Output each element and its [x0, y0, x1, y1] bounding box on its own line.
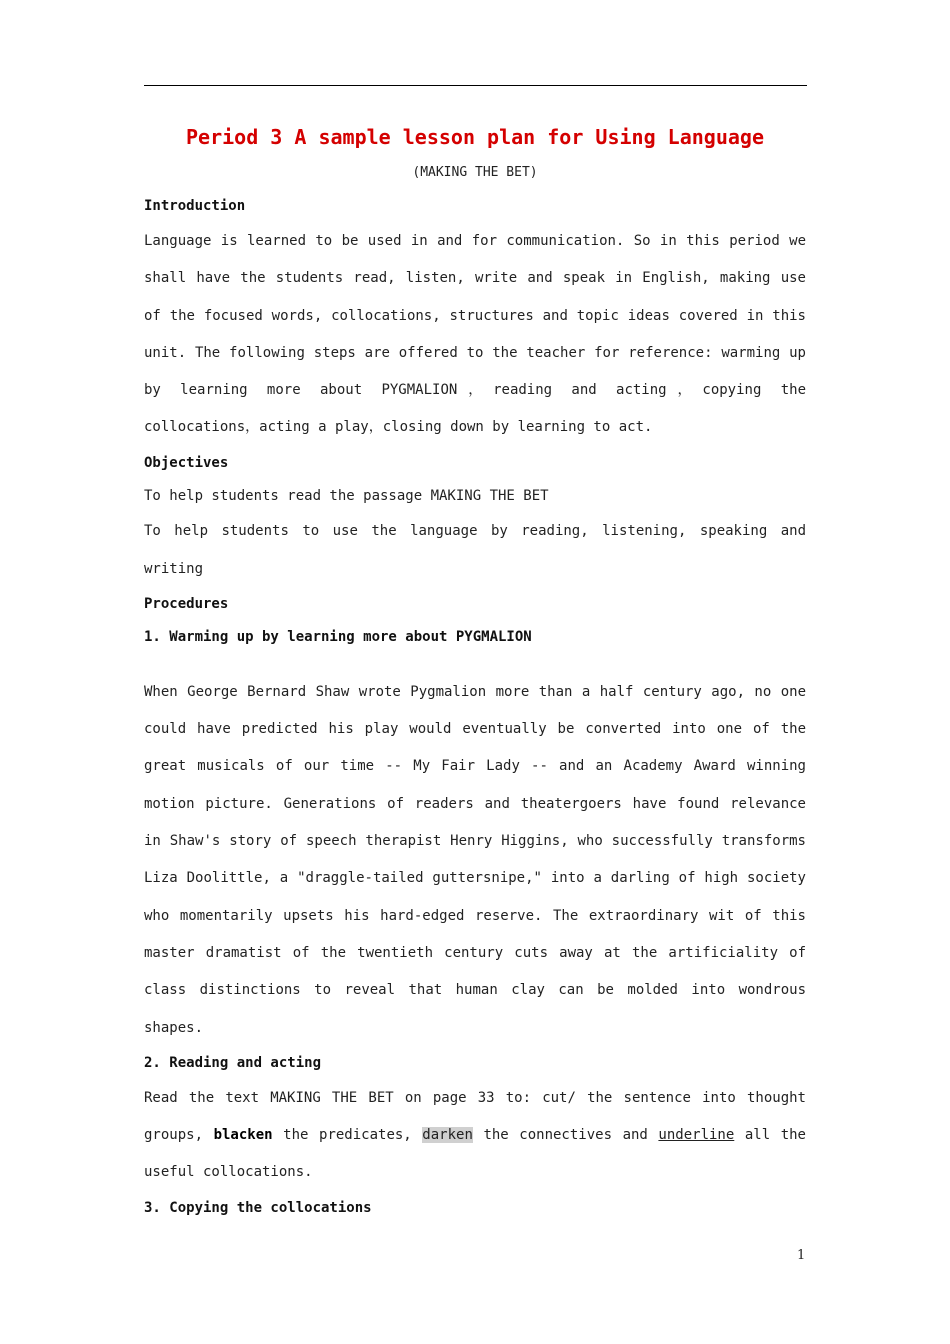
- spacer: [144, 654, 806, 674]
- step2-heading: 2. Reading and acting: [144, 1054, 322, 1071]
- step2-text: [144, 1080, 806, 1192]
- step3-heading: 3. Copying the collocations: [144, 1199, 372, 1216]
- step1-text: When George Bernard Shaw wrote Pygmalion more than a half century ago, no one could have predicted his play would eventually be converted into one of the great musicals of our time -- My Fair Lady -- and an Academy Award winning motion picture. Generations of readers and theatergoers have found relevance in Shaw's story of speech therapist Henry Higgins, who successfully transforms Liza Doolittle, a "draggle-tailed guttersnipe," into a darling of high society who momentarily upsets his hard-edged reserve. The extraordinary wit of this master dramatist of the twentieth century cuts away at the artificiality of class distinctions to reveal that human clay can be molded into wondrous shapes.: [144, 683, 806, 1036]
- step2-text-after: all the useful collocations.: [144, 1127, 806, 1181]
- introduction-text: Language is learned to be used in and for communication. So in this period we shall have the students read, listen, write and speak in English, making use of the focused words, collocations, structures and topic ideas covered in this unit. The following steps are offered to the teacher for reference: warming up by learning more about PYGMALION，reading and acting，copying the collocations，acting a play，closing down by learning to act.: [144, 233, 806, 436]
- objective-1: To help students read the passage MAKING THE BET: [144, 487, 549, 504]
- page-subtitle: (MAKING THE BET): [412, 165, 538, 180]
- step2-text-before: Read the text MAKING THE BET on page 33 to: cut/ the sentence into thought groups,: [144, 1089, 806, 1144]
- objective-2: To help students to use the language by reading, listening, speaking and writing: [144, 523, 806, 577]
- introduction-heading: Introduction: [144, 198, 246, 214]
- document-body: [144, 118, 806, 1225]
- page-number: 1: [797, 1248, 806, 1263]
- page-title: Period 3 A sample lesson plan for Using Language: [186, 125, 764, 149]
- step2-text-mid1: the predicates,: [272, 1127, 423, 1144]
- objectives-heading: Objectives: [144, 454, 229, 471]
- word-underline: underline: [658, 1127, 735, 1144]
- procedures-heading: Procedures: [144, 595, 229, 612]
- step2-text-mid2: the connectives and: [472, 1127, 659, 1144]
- header-rule: [144, 85, 807, 86]
- step1-heading: 1. Warming up by learning more about PYGMALION: [144, 628, 532, 645]
- word-darken: darken: [422, 1127, 473, 1144]
- word-blacken: blacken: [213, 1127, 273, 1144]
